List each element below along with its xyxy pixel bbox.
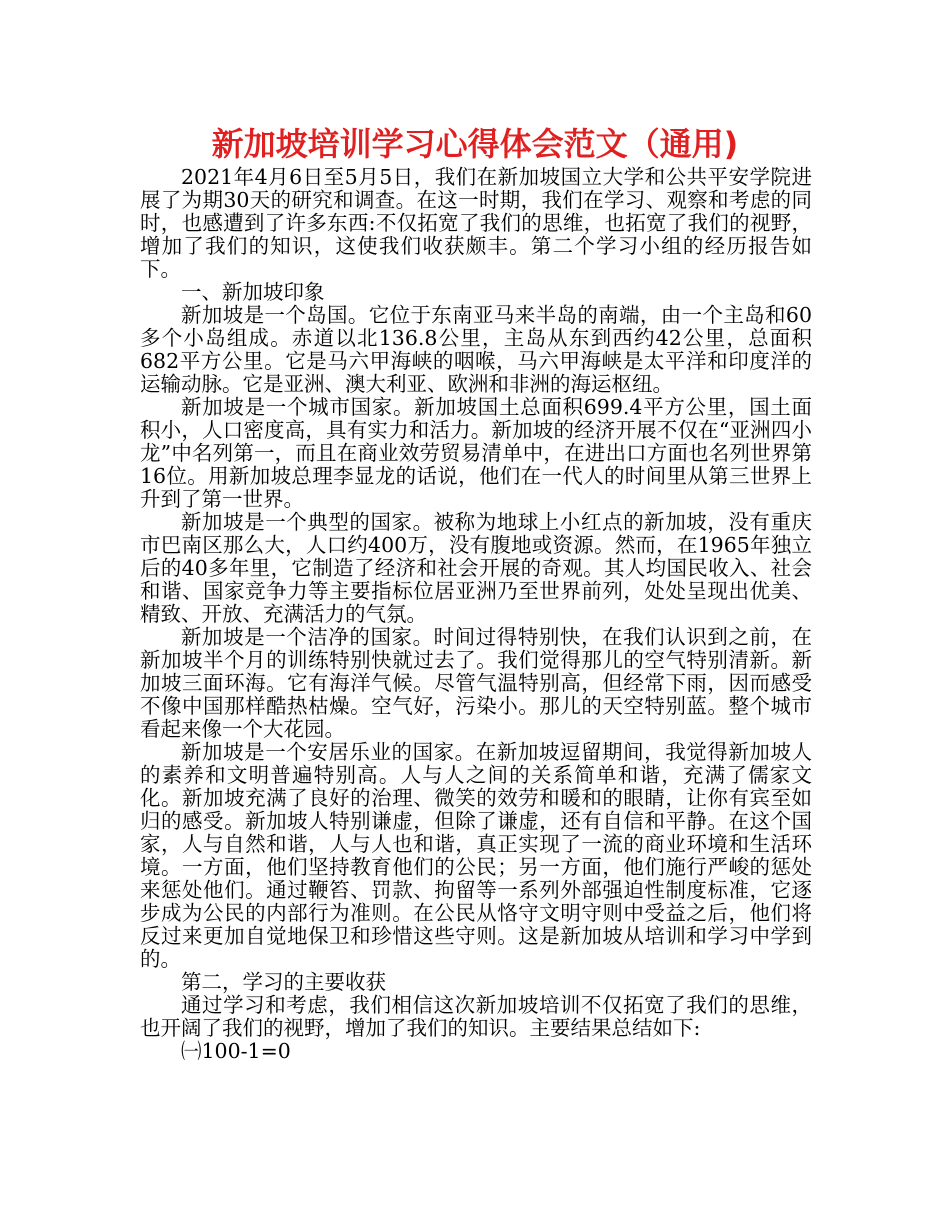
- paragraph-island-nation: 新加坡是一个岛国。它位于东南亚马来半岛的南端，由一个主岛和60多个小岛组成。赤道以北136.8公里，主岛从东到西约42公里，总面积682平方公里。它是马六甲海峡的咽喉，马六甲海峡是太平洋和印度洋的运输动脉。它是亚洲、澳大利亚、欧洲和非洲的海运枢纽。: [140, 303, 812, 396]
- paragraph-typical-nation: 新加坡是一个典型的国家。被称为地球上小红点的新加坡，没有重庆市巴南区那么大，人口约400万，没有腹地或资源。然而，在1965年独立后的40多年里，它制造了经济和社会开展的奇观。其人均国民收入、社会和谐、国家竞争力等主要指标位居亚洲乃至世界前列，处处呈现出优美、精致、开放、充满活力的气氛。: [140, 510, 812, 626]
- paragraph-city-state: 新加坡是一个城市国家。新加坡国土总面积699.4平方公里，国土面积小，人口密度高，具有实力和活力。新加坡的经济开展不仅在“亚洲四小龙”中名列第一，而且在商业效劳贸易清单中，在进出口方面也名列世界第16位。用新加坡总理李显龙的话说，他们在一代人的时间里从第三世界上升到了第一世界。: [140, 395, 812, 511]
- intro-paragraph: 2021年4月6日至5月5日，我们在新加坡国立大学和公共平安学院进展了为期30天的研究和调查。在这一时期，我们在学习、观察和考虑的同时，也感遭到了许多东西:不仅拓宽了我们的思维，也拓宽了我们的视野，增加了我们的知识，这使我们收获颇丰。第二个学习小组的经历报告如下。: [140, 165, 812, 281]
- paragraph-clean-nation: 新加坡是一个洁净的国家。时间过得特别快，在我们认识到之前，在新加坡半个月的训练特别快就过去了。我们觉得那儿的空气特别清新。新加坡三面环海。它有海洋气候。尽管气温特别高，但经常下雨，因而感受不像中国那样酷热枯燥。空气好，污染小。那儿的天空特别蓝。整个城市看起来像一个大花园。: [140, 625, 812, 741]
- document-title: 新加坡培训学习心得体会范文（通用): [211, 125, 739, 163]
- document-body: [140, 166, 812, 1063]
- paragraph-peaceful-nation: 新加坡是一个安居乐业的国家。在新加坡逗留期间，我觉得新加坡人的素养和文明普遍特别高。人与人之间的关系简单和谐，充满了儒家文化。新加坡充满了良好的治理、微笑的效劳和暖和的眼睛，让你有宾至如归的感受。新加坡人特别谦虚，但除了谦虚，还有自信和平静。在这个国家，人与自然和谐，人与人也和谐，真正实现了一流的商业环境和生活环境。一方面，他们坚持教育他们的公民；另一方面，他们施行严峻的惩处来惩处他们。通过鞭笞、罚款、拘留等一系列外部强迫性制度标准，它逐步成为公民的内部行为准则。在公民从恪守文明守则中受益之后，他们将反过来更加自觉地保卫和珍惜这些守则。这是新加坡从培训和学习中学到的。: [140, 740, 812, 971]
- list-item-one: ㈠100-1=0: [181, 1039, 291, 1063]
- section-heading-impression: 一、新加坡印象: [181, 280, 325, 304]
- paragraph-gains-summary: 通过学习和考虑，我们相信这次新加坡培训不仅拓宽了我们的思维，也开阔了我们的视野，增加了我们的知识。主要结果总结如下:: [140, 993, 812, 1040]
- section-heading-gains: 第二，学习的主要收获: [181, 970, 386, 994]
